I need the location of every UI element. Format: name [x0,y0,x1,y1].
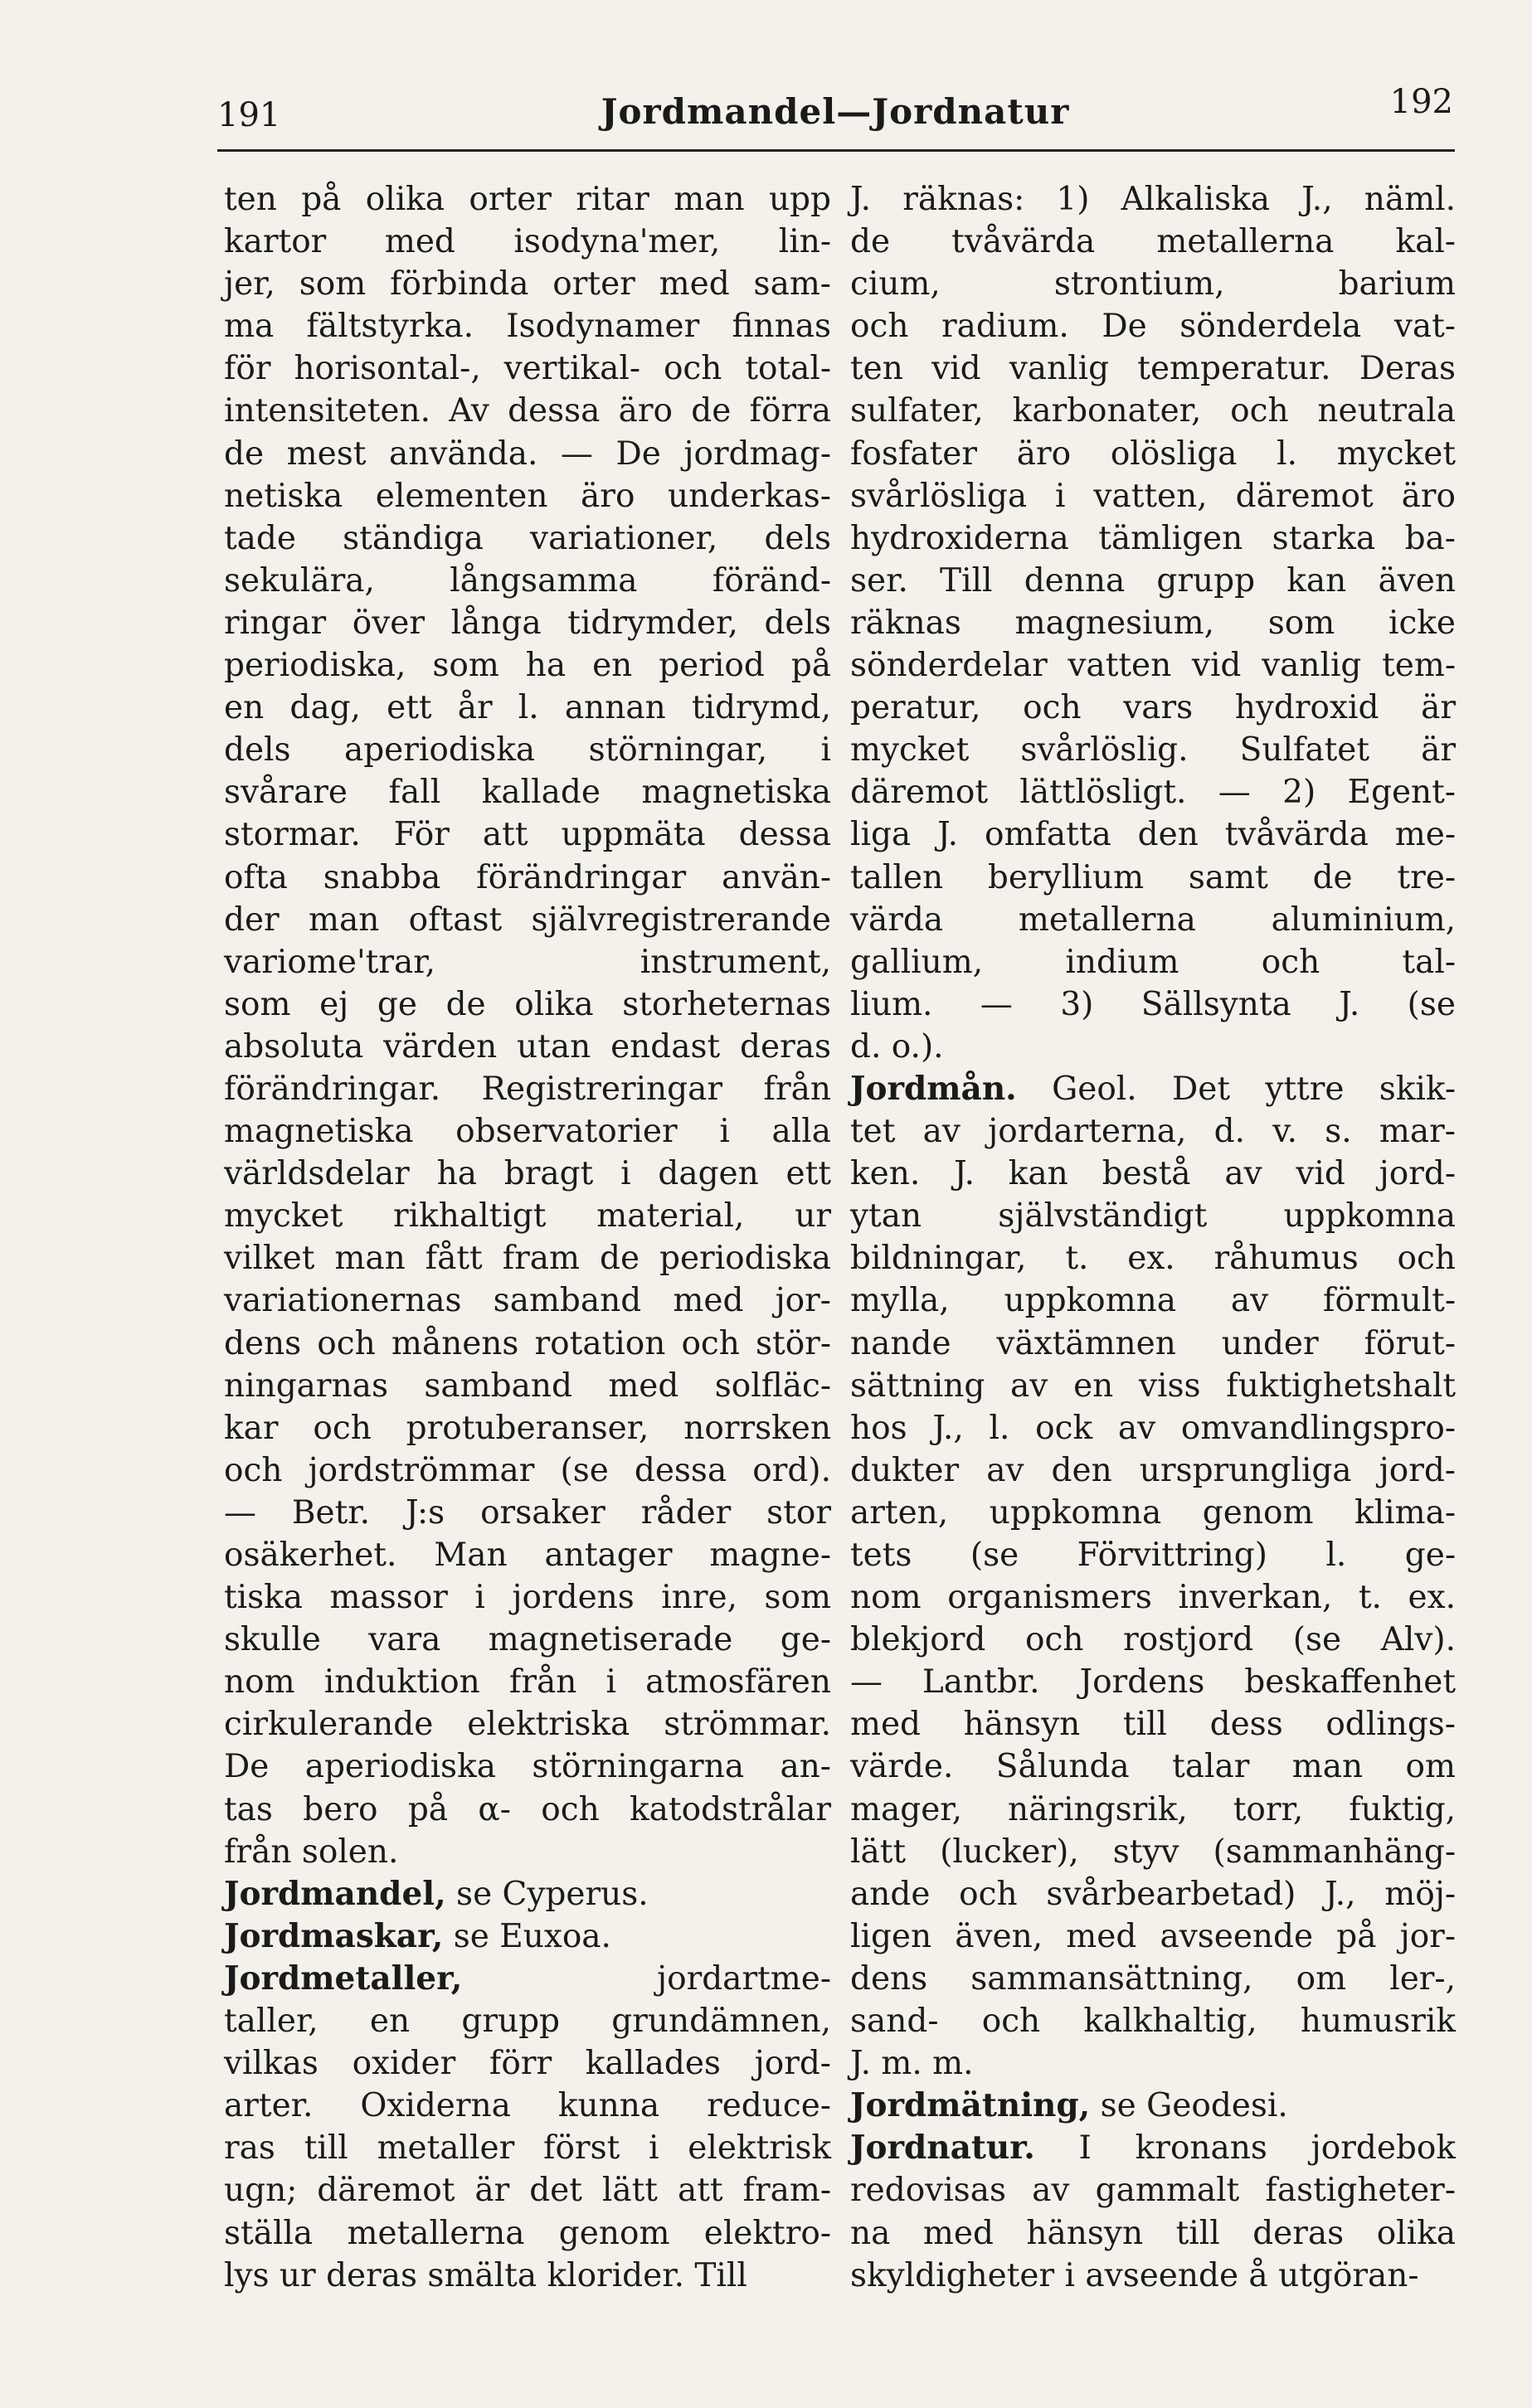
text-line: ningarnas samband med solfläc- [224,1367,831,1405]
text-line: bildningar, t. ex. råhumus och [850,1240,1456,1278]
text-line: osäkerhet. Man antager magne- [224,1537,831,1574]
text-line: periodiska, som ha en period på [224,647,831,685]
text-line: tas bero på α- och katodstrålar [224,1790,831,1828]
text-line: mylla, uppkomna av förmult- [850,1282,1456,1320]
text-line: cium, strontium, barium [850,265,1456,303]
text-line: ser. Till denna grupp kan även [850,561,1456,600]
text-line: hydroxiderna tämligen starka ba- [850,519,1456,557]
text-line: J. räknas: 1) Alkaliska J., näml. [850,181,1456,218]
text-line: tet av jordarterna, d. v. s. mar- [850,1113,1456,1151]
text-line: ken. J. kan bestå av vid jord- [850,1155,1456,1193]
text-line: jer, som förbinda orter med sam- [224,265,831,303]
text-line: sulfater, karbonater, och neutrala [850,392,1456,430]
text-line: taller, en grupp grundämnen, [224,2003,831,2041]
text-line: na med hänsyn till deras olika [850,2214,1456,2252]
text-line: svårlösliga i vatten, däremot äro [850,477,1456,515]
text-line: ligen även, med avseende på jor- [850,1917,1456,1955]
text-line: De aperiodiska störningarna an- [224,1748,831,1786]
header-rule [217,149,1455,152]
text-line: netiska elementen äro underkas- [224,477,831,515]
text-line: mycket rikhaltigt material, ur [224,1197,831,1236]
text-line: liga J. omfatta den tvåvärda me- [850,816,1456,854]
text-line: för horisontal-, vertikal- och total- [224,350,831,388]
text-line: blekjord och rostjord (se Alv). [850,1621,1456,1659]
text-line: fosfater äro olösliga l. mycket [850,435,1456,473]
text-line: med hänsyn till dess odlings- [850,1706,1456,1744]
text-line: arter. Oxiderna kunna reduce- [224,2087,831,2125]
headword: Jordmätning, [850,2086,1091,2125]
text-line: dens och månens rotation och stör- [224,1324,831,1362]
text-line: värde. Sålunda talar man om [850,1748,1456,1786]
text-line: dens sammansättning, om ler-, [850,1959,1456,1998]
text-line: kar och protuberanser, norrsken [224,1409,831,1447]
text-line: vilkas oxider förr kallades jord- [224,2045,831,2083]
text-line: räknas magnesium, som icke [850,604,1456,642]
text-line: ras till metaller först i elektrisk [224,2129,831,2168]
left-column [224,178,831,2297]
text-line: de mest använda. — De jordmag- [224,435,831,473]
text-line: tade ständiga variationer, dels [224,519,831,557]
text-line: gallium, indium och tal- [850,943,1456,981]
text-line: skyldigheter i avseende å utgöran- [850,2256,1419,2294]
headword: Jordmandel, [224,1874,446,1913]
headword: Jordmetaller, [224,1959,463,1998]
text-line: — Lantbr. Jordens beskaffenhet [850,1663,1456,1702]
text-line: tiska massor i jordens inre, som [224,1579,831,1617]
text-line: ofta snabba förändringar använ- [224,858,831,896]
text-line: förändringar. Registreringar från [224,1070,831,1108]
text-line: och jordströmmar (se dessa ord). [224,1451,831,1489]
text-line: ugn; däremot är det lätt att fram- [224,2172,831,2210]
right-column [850,178,1456,2297]
text-line: Jordmätning, se Geodesi. [850,2086,1288,2125]
text-line: nom organismers inverkan, t. ex. [850,1579,1456,1617]
text-line: cirkulerande elektriska strömmar. [224,1706,831,1744]
text-line: vilket man fått fram de periodiska [224,1240,831,1278]
text-line: tets (se Förvittring) l. ge- [850,1537,1456,1574]
text-line: lys ur deras smälta klorider. Till [224,2256,747,2294]
text-line: arten, uppkomna genom klima- [850,1493,1456,1532]
text-line: ytan självständigt uppkomna [850,1197,1456,1236]
text-line: däremot lättlösligt. — 2) Egent- [850,774,1456,812]
text-line: ten på olika orter ritar man upp [224,181,831,218]
text-line: ande och svårbearbetad) J., möj- [850,1875,1456,1913]
header-title: Jordmandel—Jordnatur [601,91,1070,132]
headword: Jordmaskar, [224,1916,444,1955]
text-line: hos J., l. ock av omvandlingspro- [850,1409,1456,1447]
text-line: variationernas samband med jor- [224,1282,831,1320]
text-line: tallen beryllium samt de tre- [850,858,1456,896]
text-line: lätt (lucker), styv (sammanhäng- [850,1833,1456,1871]
text-line: mycket svårlöslig. Sulfatet är [850,731,1456,769]
text-line: ringar över långa tidrymder, dels [224,604,831,642]
text-line: redovisas av gammalt fastigheter- [850,2172,1456,2210]
text-line: variome'trar, instrument, [224,943,831,981]
text-line: der man oftast självregistrerande [224,901,831,939]
text-line: kartor med isodyna'mer, lin- [224,223,831,261]
text-line: sand- och kalkhaltig, humusrik [850,2003,1456,2041]
text-line: mager, näringsrik, torr, fuktig, [850,1790,1456,1828]
text-line: — Betr. J:s orsaker råder stor [224,1493,831,1532]
text-line: världsdelar ha bragt i dagen ett [224,1155,831,1193]
text-line: värda metallerna aluminium, [850,901,1456,939]
text-line: J. m. m. [850,2045,974,2083]
text-line: intensiteten. Av dessa äro de förra [224,392,831,430]
headword: Jordmån. [850,1069,1017,1108]
text-line: d. o.). [850,1027,944,1066]
text-line: dels aperiodiska störningar, i [224,731,831,769]
text-line: lium. — 3) Sällsynta J. (se [850,985,1456,1023]
left-page-number: 191 [217,96,281,134]
text-line: magnetiska observatorier i alla [224,1113,831,1151]
text-line: ställa metallerna genom elektro- [224,2214,831,2252]
text-line: stormar. För att uppmäta dessa [224,816,831,854]
right-page-number: 192 [1389,83,1453,121]
text-line: nande växtämnen under förut- [850,1324,1456,1362]
headword: Jordnatur. [850,2129,1035,2168]
text-line: peratur, och vars hydroxid är [850,689,1456,727]
text-line: ten vid vanlig temperatur. Deras [850,350,1456,388]
text-line: skulle vara magnetiserade ge- [224,1621,831,1659]
text-line: sönderdelar vatten vid vanlig tem- [850,647,1456,685]
text-line: Jordmaskar, se Euxoa. [224,1916,611,1955]
text-line: från solen. [224,1833,399,1871]
text-line: ma fältstyrka. Isodynamer finnas [224,308,831,346]
text-line: Jordnatur. I kronans jordebok [850,2129,1456,2168]
text-line: en dag, ett år l. annan tidrymd, [224,689,831,727]
text-line: sättning av en viss fuktighetshalt [850,1367,1456,1405]
text-line: absoluta värden utan endast deras [224,1027,831,1066]
text-line: som ej ge de olika storheternas [224,985,831,1023]
running-header [217,76,1453,159]
text-line: Jordmetaller, jordartme- [224,1959,831,1998]
text-line: sekulära, långsamma föränd- [224,561,831,600]
text-line: Jordmandel, se Cyperus. [224,1874,649,1913]
text-line: de tvåvärda metallerna kal- [850,223,1456,261]
text-line: dukter av den ursprungliga jord- [850,1451,1456,1489]
text-line: Jordmån. Geol. Det yttre skik- [850,1069,1456,1108]
text-line: och radium. De sönderdela vat- [850,308,1456,346]
text-line: svårare fall kallade magnetiska [224,774,831,812]
text-line: nom induktion från i atmosfären [224,1663,831,1702]
